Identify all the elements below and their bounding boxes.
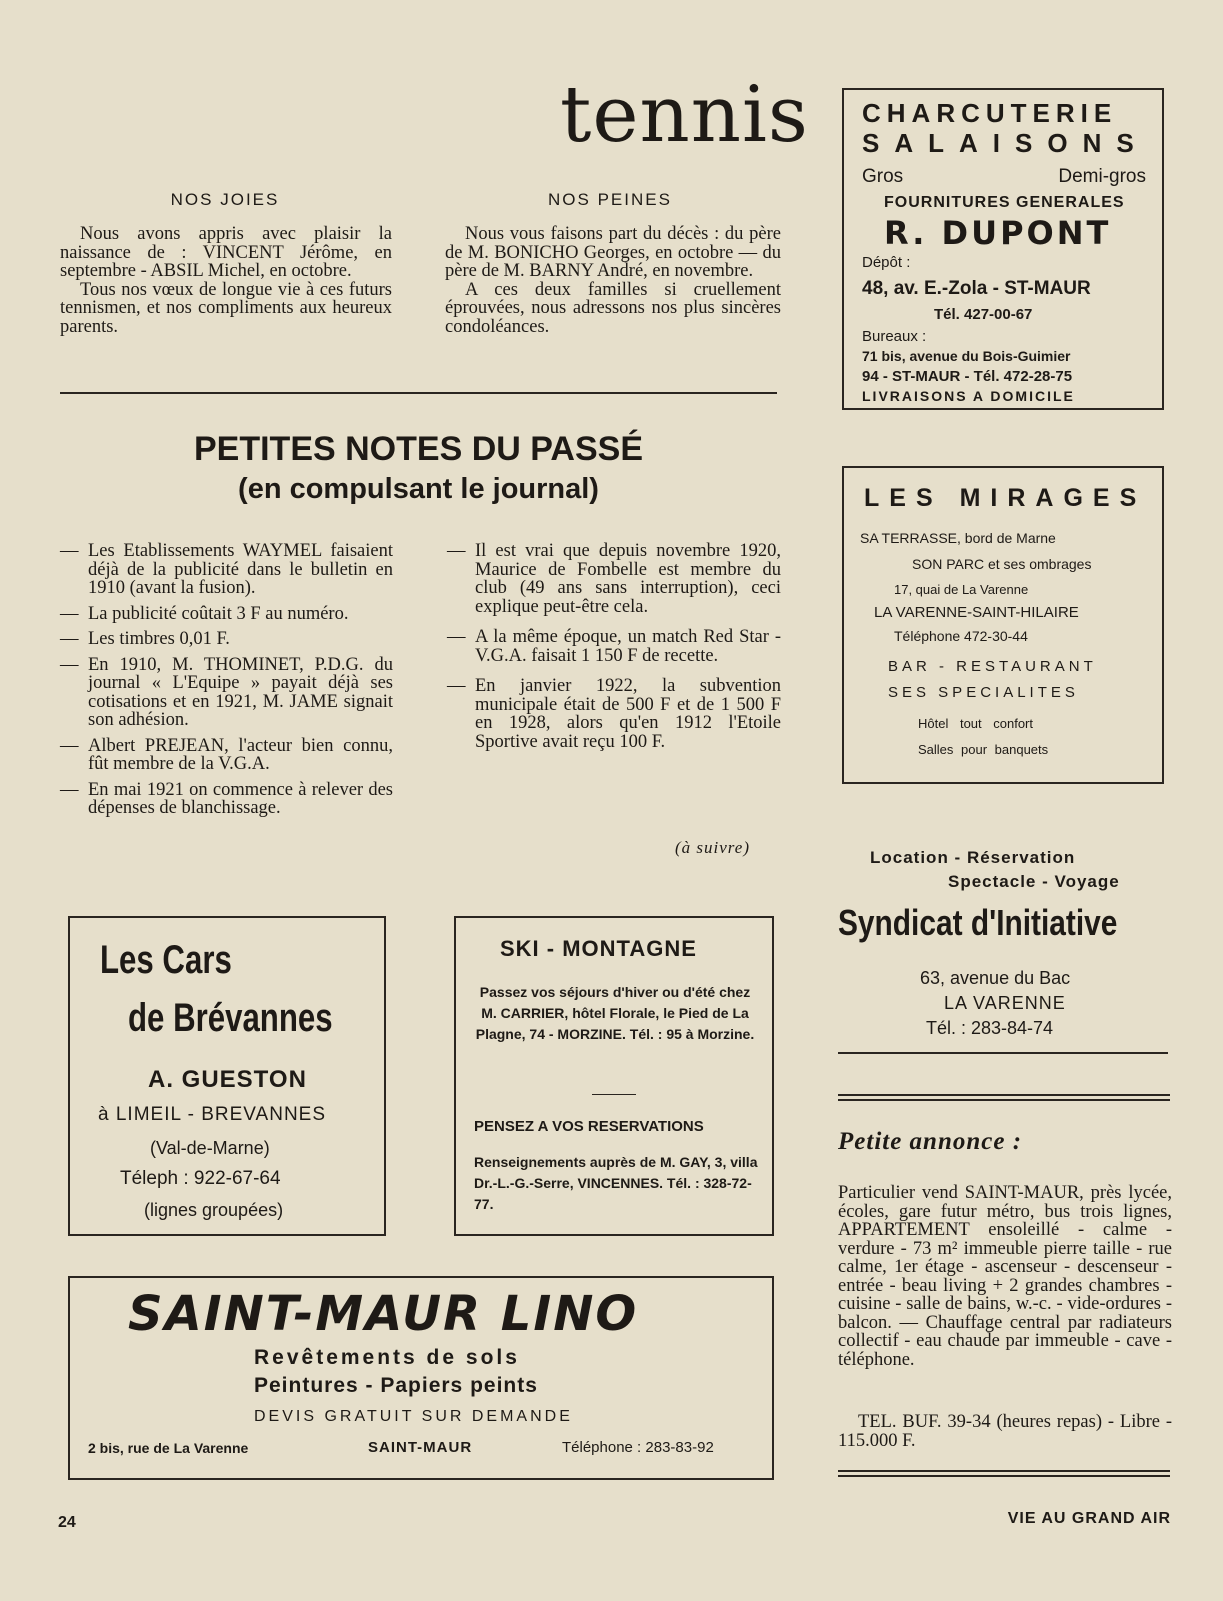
- ad-syndicat: [838, 838, 1168, 1058]
- note-item: — Il est vrai que depuis novembre 1920, Maurice de Fombelle est membre du club (49 ans sans interruption), ceci explique peut-être cela.: [447, 542, 781, 616]
- ski-info: Renseignements auprès de M. GAY, 3, villa Dr.-L.-G.-Serre, VINCENNES. Tél. : 328-72-77.: [474, 1154, 758, 1212]
- note-item: — En mai 1921 on commence à relever des dépenses de blanchissage.: [60, 781, 393, 818]
- ad-cars: [68, 916, 386, 1236]
- mirages-l8: Hôtel tout confort: [918, 716, 1033, 731]
- annonce-text: Particulier vend SAINT-MAUR, près lycée, écoles, gare futur métro, bus trois lignes, APPARTEMENT ensoleillé - calme - verdure - 73 m² immeuble pierre taille - rue calme, 1er étage - ascenseur - descenseur - entrée - beau living + 2 grandes chambres - cuisine - salle de bains, w.-c. - vide-ordures - balcon. — Chauffage central par radiateurs collectif - eau chaude par immeuble - cave - téléphone.: [838, 1183, 1172, 1370]
- dupont-demi: Demi-gros: [1058, 166, 1146, 187]
- joies-paragraph-1: Nous avons appris avec plaisir la naissance de : VINCENT Jérôme, en septembre - ABSIL Michel, en octobre.: [60, 224, 392, 281]
- syndicat-l2: Spectacle - Voyage: [948, 872, 1120, 891]
- note-item: — La publicité coûtait 3 F au numéro.: [60, 605, 393, 624]
- continued-note: (à suivre): [675, 838, 750, 857]
- note-item: — A la même époque, un match Red Star - V.G.A. faisait 1 150 F de recette.: [447, 628, 781, 665]
- ski-text: Passez vos séjours d'hiver ou d'été chez M. CARRIER, hôtel Florale, le Pied de La Plagne, 74 - MORZINE. Tél. : 95 à Morzine.: [475, 984, 755, 1042]
- joies-paragraph-2: Tous nos vœux de longue vie à ces futurs tennismen, et nos compliments aux heureux parents.: [60, 279, 392, 337]
- ad-dupont: [842, 88, 1164, 410]
- dupont-depot-label: Dépôt :: [862, 254, 911, 271]
- annonce-tel: TEL. BUF. 39-34 (heures repas) - Libre - 115.000 F.: [838, 1412, 1172, 1451]
- mirages-title: LES MIRAGES: [864, 484, 1147, 512]
- dupont-depot-tel: Tél. 427-00-67: [934, 306, 1033, 323]
- mirages-l9: Salles pour banquets: [918, 742, 1049, 757]
- annonce-bottom-rule-2: [838, 1475, 1170, 1477]
- syndicat-tel: Tél. : 283-84-74: [926, 1018, 1054, 1038]
- lino-l3: DEVIS GRATUIT SUR DEMANDE: [254, 1408, 573, 1425]
- lino-title: SAINT-MAUR LINO: [128, 1286, 639, 1342]
- mirages-l2: SON PARC et ses ombrages: [912, 556, 1092, 572]
- cars-city: à LIMEIL - BREVANNES: [98, 1104, 327, 1125]
- peines-text: [445, 225, 781, 336]
- syndicat-address: 63, avenue du Bac: [920, 968, 1071, 988]
- cars-dept: (Val-de-Marne): [150, 1138, 270, 1158]
- joies-text: [60, 225, 392, 336]
- annonce-top-rule-2: [838, 1099, 1170, 1101]
- mirages-l7: SES SPECIALITES: [888, 684, 1079, 701]
- cars-title-2: de Brévannes: [128, 996, 333, 1040]
- ski-reserve: PENSEZ A VOS RESERVATIONS: [474, 1118, 704, 1135]
- notes-left-column: [60, 542, 393, 825]
- lino-l1: Revêtements de sols: [254, 1346, 520, 1369]
- lino-tel: Téléphone : 283-83-92: [562, 1439, 714, 1456]
- note-item: — Les timbres 0,01 F.: [60, 630, 393, 649]
- cars-note: (lignes groupées): [144, 1200, 284, 1220]
- peines-paragraph-2: A ces deux familles si cruellement éprouvées, nous adressons nos plus sincères condoléances.: [445, 279, 781, 337]
- dupont-fournitures: FOURNITURES GENERALES: [884, 194, 1125, 211]
- notes-title: PETITES NOTES DU PASSÉ: [193, 430, 643, 468]
- ad-mirages: [842, 466, 1164, 784]
- lino-city: SAINT-MAUR: [368, 1439, 473, 1456]
- dupont-gros: Gros: [862, 166, 904, 187]
- cars-title-1: Les Cars: [100, 938, 232, 982]
- ski-separator: [592, 1094, 636, 1095]
- cars-name: A. GUESTON: [148, 1066, 307, 1093]
- dupont-name: R. DUPONT: [884, 214, 1112, 252]
- dupont-bureaux-address: 71 bis, avenue du Bois-Guimier: [862, 348, 1071, 364]
- divider-rule: [60, 392, 777, 394]
- ad-lino: [68, 1276, 774, 1480]
- dupont-line2: SALAISONS: [862, 128, 1149, 158]
- dupont-livraisons: LIVRAISONS A DOMICILE: [862, 388, 1075, 404]
- annonce-top-rule-1: [838, 1094, 1170, 1096]
- section-title: tennis: [560, 70, 809, 160]
- mirages-l6: BAR - RESTAURANT: [888, 658, 1097, 675]
- syndicat-underline: [838, 1052, 1168, 1054]
- annonce-title: Petite annonce :: [838, 1128, 1023, 1155]
- notes-subtitle: (en compulsant le journal): [238, 473, 599, 505]
- syndicat-title: Syndicat d'Initiative: [838, 902, 1118, 943]
- cars-tel: Téleph : 922-67-64: [120, 1168, 281, 1189]
- syndicat-city: LA VARENNE: [944, 993, 1066, 1013]
- mirages-l5: Téléphone 472-30-44: [894, 628, 1028, 644]
- note-item: — Albert PREJEAN, l'acteur bien connu, fût membre de la V.G.A.: [60, 737, 393, 774]
- dupont-bureaux-city: 94 - ST-MAUR - Tél. 472-28-75: [862, 368, 1073, 385]
- mirages-l3: 17, quai de La Varenne: [894, 582, 1029, 597]
- ski-title: SKI - MONTAGNE: [500, 936, 697, 961]
- dupont-line1: CHARCUTERIE: [862, 98, 1118, 128]
- note-item: — Les Etablissements WAYMEL faisaient déjà de la publicité dans le bulletin en 1910 (avant la fusion).: [60, 542, 393, 598]
- magazine-name: VIE AU GRAND AIR: [1007, 1510, 1171, 1527]
- annonce-bottom-rule-1: [838, 1470, 1170, 1472]
- dupont-depot-address: 48, av. E.-Zola - ST-MAUR: [862, 278, 1091, 299]
- notes-right-column: [447, 542, 781, 758]
- note-item: — En 1910, M. THOMINET, P.D.G. du journal « L'Equipe » payait déjà ses cotisations et en 1921, M. JAME signait son adhésion.: [60, 656, 393, 730]
- ad-ski: [454, 916, 774, 1236]
- joies-heading: NOS JOIES: [170, 190, 280, 209]
- page-number: 24: [58, 1514, 76, 1531]
- dupont-bureaux-label: Bureaux :: [862, 328, 927, 345]
- peines-heading: NOS PEINES: [548, 190, 672, 209]
- mirages-l1: SA TERRASSE, bord de Marne: [860, 530, 1056, 546]
- syndicat-l1: Location - Réservation: [870, 848, 1076, 867]
- mirages-l4: LA VARENNE-SAINT-HILAIRE: [874, 604, 1079, 621]
- lino-l2: Peintures - Papiers peints: [254, 1374, 538, 1397]
- lino-address: 2 bis, rue de La Varenne: [88, 1440, 249, 1456]
- peines-paragraph-1: Nous vous faisons part du décès : du père de M. BONICHO Georges, en octobre — du père de M. BARNY André, en novembre.: [445, 224, 781, 281]
- note-item: — En janvier 1922, la subvention municipale était de 500 F et de 1 500 F en 1928, alors qu'en 1912 l'Etoile Sportive avait reçu 100 F.: [447, 677, 781, 751]
